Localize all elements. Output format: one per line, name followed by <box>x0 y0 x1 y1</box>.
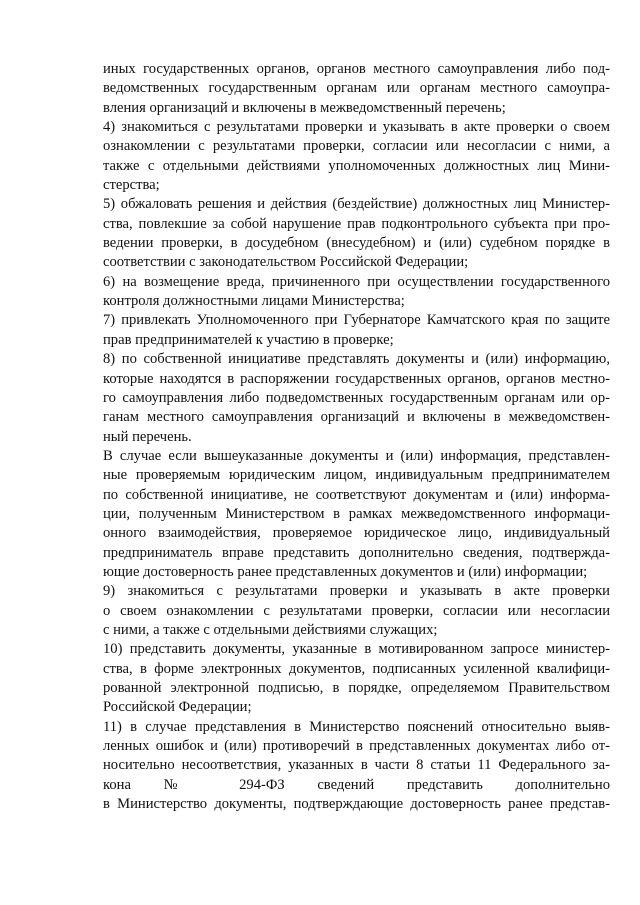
text-line: прав предпринимателей к участию в проверке; <box>103 331 394 348</box>
text-line: ные проверяемым юридическим лицом, индивидуальным предпринимателем <box>103 467 610 484</box>
text-line: ства, повлекшие за собой нарушение прав подконтрольного субъекта при про- <box>103 215 610 232</box>
text-line: соответствии с законодательством Российской Федерации; <box>103 254 469 271</box>
text-line: 7) привлекать Уполномоченного при Губернаторе Камчатского края по защите <box>103 312 610 329</box>
text-line: го самоуправления либо подведомственных государственным органам или ор- <box>103 389 610 406</box>
text-line: 11) в случае представления в Министерство пояснений относительно выяв- <box>103 718 610 735</box>
text-line: кона № 294-ФЗ сведений представить дополнительно <box>103 776 610 793</box>
text-line: ющие достоверность ранее представленных документов и (или) информации; <box>103 563 588 580</box>
text-line: иных государственных органов, органов местного самоуправления либо под- <box>103 61 610 77</box>
paragraph-item-9 <box>103 582 610 640</box>
text-line: 4) знакомиться с результатами проверки и указывать в акте проверки о своем <box>103 119 610 136</box>
text-line: 9) знакомиться с результатами проверки и указывать в акте проверки <box>103 583 610 600</box>
text-line: рованной электронной подписью, в порядке, определяемом Правительством <box>103 680 610 696</box>
text-line: ства, в форме электронных документов, подписанных усиленной квалифици- <box>103 660 610 677</box>
text-line: вления организаций и включены в межведомственный перечень; <box>103 99 506 116</box>
text-line: ведении проверки, в досудебном (внесудебном) и (или) судебном порядке в <box>103 235 610 252</box>
paragraph-item-8 <box>103 350 610 447</box>
text-line: носительно несоответствия, указанных в части 8 статьи 11 Федерального за- <box>103 757 610 774</box>
text-line: ции, полученным Министерством в рамках межведомственного информаци- <box>103 505 610 522</box>
text-line: контроля должностными лицами Министерства; <box>103 293 405 310</box>
text-line: 6) на возмещение вреда, причиненного при осуществлении государственного <box>103 273 610 290</box>
text-line: В случае если вышеуказанные документы и (или) информация, представлен- <box>103 447 610 464</box>
text-line: с ними, а также с отдельными действиями служащих; <box>103 621 438 638</box>
paragraph-item-11 <box>103 718 610 815</box>
text-line: предприниматель вправе представить дополнительно сведения, подтвержда- <box>103 544 610 561</box>
text-line: по собственной инициативе, не соответствуют документам и (или) информа- <box>103 486 610 503</box>
text-line: ленных ошибок и (или) противоречий в представленных документах либо от- <box>103 738 610 755</box>
paragraph-item-8-note <box>103 447 610 582</box>
text-line: Российской Федерации; <box>103 699 252 716</box>
paragraph-continuation <box>103 60 610 118</box>
text-line: онного взаимодействия, проверяемое юридическое лицо, индивидуальный <box>103 525 610 542</box>
paragraph-item-10 <box>103 640 610 717</box>
text-line: о своем ознакомлении с результатами проверки, согласии или несогласии <box>103 602 610 619</box>
text-line: 8) по собственной инициативе представлять документы и (или) информацию, <box>103 351 610 368</box>
text-line: ознакомлении с результатами проверки, согласии или несогласии с ними, а <box>103 138 610 155</box>
paragraph-item-4 <box>103 118 610 195</box>
document-page <box>103 60 610 814</box>
text-line: ный перечень. <box>103 428 192 445</box>
text-line: стерства; <box>103 177 160 194</box>
text-line: которые находятся в распоряжении государственных органов, органов местно- <box>103 370 610 387</box>
text-line: 10) представить документы, указанные в мотивированном запросе министер- <box>103 641 610 658</box>
text-line: 5) обжаловать решения и действия (бездействие) должностных лиц Министер- <box>103 196 610 213</box>
paragraph-item-6 <box>103 273 610 312</box>
text-line: в Министерство документы, подтверждающие достоверность ранее представ- <box>103 796 610 813</box>
text-line: также с отдельными действиями уполномоченных должностных лиц Мини- <box>103 157 610 174</box>
paragraph-item-5 <box>103 195 610 272</box>
paragraph-item-7 <box>103 311 610 350</box>
text-line: ведомственных государственным органам или органам местного самоупра- <box>103 80 610 97</box>
text-line: ганам местного самоуправления организаций и включены в межведомствен- <box>103 409 610 426</box>
